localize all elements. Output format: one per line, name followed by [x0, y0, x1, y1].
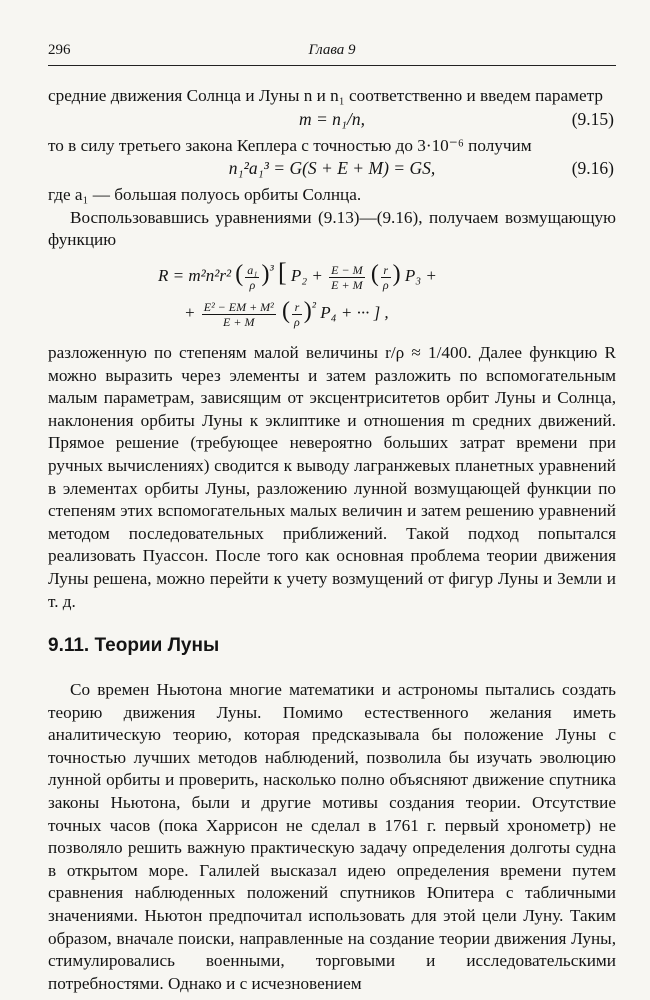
equation-number: (9.15) [571, 108, 614, 129]
page-number: 296 [48, 42, 71, 58]
frac-numerator: a₁ [247, 262, 258, 277]
equation-line-1: R = m²n²r² ( $\frac{\text{a₁}}{\rho}$ )$^{^3}$ [ P₂ + $\frac{E - M}{E + M}$ ( $\frac{r}{\rho}$ ) P₃ + [158, 257, 437, 292]
eq-fraction [329, 263, 364, 292]
book-page [48, 36, 616, 995]
eq-term: P₂ + [290, 265, 323, 285]
equation-formula: m = n₁/n, [298, 108, 366, 129]
eq-fraction [292, 300, 302, 329]
paragraph-2: то в силу третьего закона Кеплера с точностью до 3·10⁻⁶ получим [48, 135, 532, 155]
eq-term: + [184, 302, 196, 322]
frac-denominator: E + M [223, 314, 255, 329]
equation-formula: n₁²a₁³ = G(S + E + M) = GS, [228, 158, 436, 179]
disturbing-function-equation [48, 252, 616, 342]
eq-power: ² [311, 299, 317, 316]
running-header [48, 36, 616, 66]
frac-numerator: r [292, 300, 302, 315]
paragraph-4: Воспользовавшись уравнениями (9.13)—(9.16), получаем возмущающую функцию [48, 207, 616, 250]
frac-denominator: ρ [294, 314, 300, 329]
chapter-title: Глава 9 [308, 42, 356, 58]
equation-line-2: + $\frac{\text{E² − EM + M²}}{E + M}$ ( $\frac{r}{\rho}$ )$^{^2}$ P₄ + ··· ] , [184, 297, 389, 329]
equation-number: (9.16) [571, 158, 614, 179]
section-number: 9.11. [48, 635, 90, 657]
eq-term: P₃ + [404, 265, 437, 285]
section-heading [48, 635, 616, 657]
paragraph-6: Со времен Ньютона многие математики и астрономы пытались создать теорию движения Луны. Помимо естественного желания иметь аналитическую теорию, которая предсказывала бы положение Луны с точностью лучших методов наблюдений, позволила бы изучать эволюцию лунной орбиты и проверить, насколько полно объясняют движение спутника законы Ньютона, были и другие мотивы создания теории. Отсутствие точных часов (пока Харрисон не сделал в 1761 г. первый хронометр) не позволяло решить важную практическую задачу определения долготы судна в открытом море. Галилей высказал идею определения времени путем сравнения наблюденных положений спутников Юпитера с табличными значениями. Ньютон предпочитал использовать для этой цели Луну. Таким образом, вначале поиски, направленные на создание теории движения Луны, стимулировались военными, торговыми и исследовательскими потребностями. Однако и с исчезновением [48, 680, 616, 993]
frac-denominator: E + M [331, 277, 363, 292]
eq-power: ³ [269, 262, 274, 279]
eq-term: R = m²n²r² [158, 265, 232, 285]
frac-denominator: ρ [382, 277, 389, 292]
paragraph-1: средние движения Солнца и Луны n и n₁ соответственно и введем параметр [48, 86, 603, 105]
eq-fraction [202, 300, 276, 329]
paragraph-3: где a₁ — большая полуось орбиты Солнца. [48, 185, 362, 205]
frac-denominator: ρ [249, 277, 256, 292]
frac-numerator: E − M [331, 262, 363, 277]
paragraph-5: разложенную по степеням малой величины r/ρ ≈ 1/400. Далее функцию R можно выразить через элементы и затем разложить по вспомогательным малым параметрам, зависящим от эксцентриситетов орбит Луны и Солнца, наклонения орбиты Луны к эклиптике и отношения m средних движений. Прямое решение (требующее невероятно больших затрат времени при ручных вычислениях) сводится к выводу лагранжевых планетных уравнений в элементах орбиты Луны, разложению лунной возмущающей функции по степеням этих вспомогательных малых величин и затем решению уравнений методом последовательных приближений. Такой подход попытался реализовать Пуассон. После того как основная проблема теории движения Луны решена, можно перейти к учету возмущений от фигур Луны и Земли и т. д. [48, 342, 616, 611]
frac-numerator: r [381, 263, 391, 278]
header-rule [48, 65, 616, 66]
frac-numerator: E² − EM + M² [203, 299, 274, 314]
eq-fraction [245, 263, 259, 292]
equation-9-15 [48, 108, 616, 135]
section-title: Теории Луны [94, 635, 220, 657]
equation-9-16 [48, 157, 616, 184]
eq-fraction [381, 263, 391, 292]
eq-term: P₄ + ··· ] , [320, 302, 389, 322]
eq-bracket: [ [277, 257, 287, 287]
